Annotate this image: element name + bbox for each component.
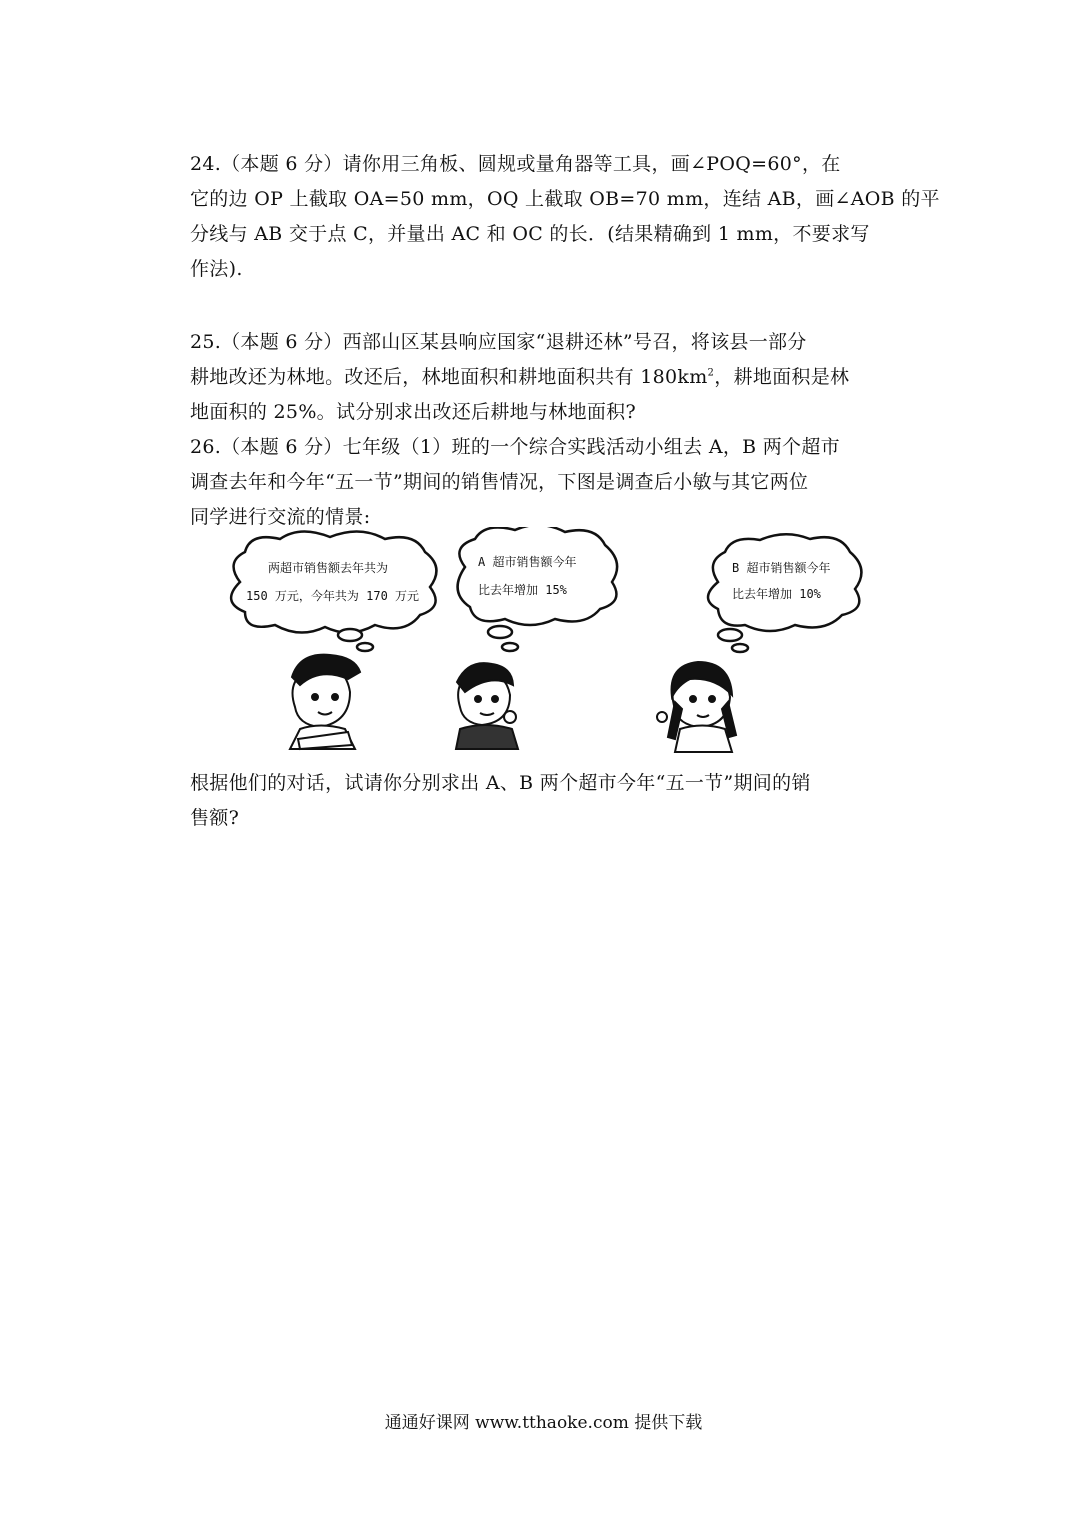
- bubble-2-line2: 比去年增加 15%: [478, 583, 567, 597]
- thought-dot: [502, 643, 518, 651]
- q25-line: 地面积的 25%。试分别求出改还后耕地与林地面积?: [190, 401, 636, 423]
- bubble-1-line2: 150 万元，今年共为 170 万元: [246, 589, 420, 603]
- prompt-line: 根据他们的对话，试请你分别求出 A、B 两个超市今年“五一节”期间的销: [190, 772, 811, 794]
- bubble-3-line1: B 超市销售额今年: [732, 561, 831, 575]
- thought-dot: [718, 629, 742, 641]
- q25-line: 25.（本题 6 分）西部山区某县响应国家“退耕还林”号召，将该县一部分: [190, 331, 807, 353]
- boy-figure-1: [290, 655, 360, 749]
- q25-line: [190, 360, 902, 395]
- bubble-3-line2: 比去年增加 10%: [732, 587, 821, 601]
- thought-dot: [338, 629, 362, 641]
- thought-bubble-3: [708, 534, 861, 631]
- boy-figure-2: [456, 663, 518, 749]
- question-26-prompt: [190, 766, 902, 836]
- q24-line: 24.（本题 6 分）请你用三角板、圆规或量角器等工具，画∠POQ=60°，在: [190, 153, 841, 175]
- question-24: [190, 147, 940, 287]
- question-25: [190, 325, 902, 430]
- q24-line: 作法).: [190, 258, 243, 280]
- prompt-line: 售额?: [190, 807, 240, 829]
- thought-dot: [488, 626, 512, 638]
- thought-bubble-2: [458, 527, 618, 625]
- q24-line: 分线与 AB 交于点 C，并量出 AC 和 OC 的长．(结果精确到 1 mm，不要求写: [190, 223, 870, 245]
- dialogue-illustration: [220, 527, 900, 757]
- q25-superscript: 2: [707, 367, 715, 379]
- girl-figure: [657, 662, 736, 752]
- bubble-2-line1: A 超市销售额今年: [478, 555, 577, 569]
- q26-line: 26.（本题 6 分）七年级（1）班的一个综合实践活动小组去 A，B 两个超市: [190, 436, 840, 458]
- q24-line: 它的边 OP 上截取 OA=50 mm，OQ 上截取 OB=70 mm，连结 AB，画∠AOB 的平: [190, 188, 940, 210]
- thought-bubble-1: [231, 531, 436, 632]
- q26-line: 调查去年和今年“五一节”期间的销售情况，下图是调查后小敏与其它两位: [190, 471, 809, 493]
- q25-text: ，耕地面积是林: [714, 366, 850, 388]
- thought-dot: [357, 643, 373, 651]
- q26-line: 同学进行交流的情景:: [190, 506, 371, 528]
- page-footer: 通通好课网 www.tthaoke.com 提供下载: [384, 1413, 703, 1433]
- q25-text: 耕地改还为林地。改还后，林地面积和耕地面积共有 180km: [190, 366, 708, 388]
- thought-dot: [732, 644, 748, 652]
- question-26: [190, 430, 902, 535]
- bubble-1-line1: 两超市销售额去年共为: [268, 561, 389, 575]
